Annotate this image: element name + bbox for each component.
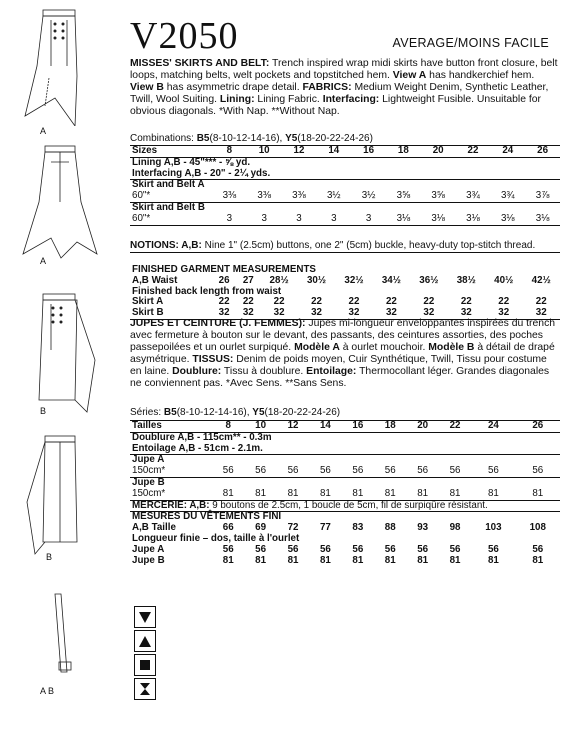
size-value: 26 — [218, 274, 230, 286]
size-value: 83 — [352, 522, 364, 534]
model-b-label: Modèle B — [428, 342, 475, 353]
skirt-b-heading-row — [130, 202, 560, 213]
size-value: 3⅛ — [456, 214, 491, 225]
description-text: Jupes mi-longueur enveloppantes inspirées du trench avec fermeture à bouton sur le devant, des passants, des ceintures assorties, des poches passepoilées et un ourlet surpiqué. — [130, 318, 556, 353]
waist-label: A,B Taille — [132, 522, 176, 534]
size-value: 20 — [421, 146, 456, 158]
length-title: Finished back length from waist — [132, 285, 282, 297]
triangle-up-icon — [134, 630, 156, 652]
size-value: 3⅜ — [212, 191, 247, 202]
combination-code: B5 — [196, 133, 210, 144]
lining-label: Lining: — [219, 94, 255, 105]
lining-text: Lining A,B - 45"*** - ⅝ yd. — [132, 156, 251, 168]
skirt-b-back-icon — [15, 432, 105, 557]
finished-measurements-english — [130, 265, 560, 320]
finished-title: MESURES DU VÊTEMENTS FINI — [132, 511, 282, 523]
size-value: 81 — [277, 489, 309, 500]
fabrics-label: TISSUS: — [192, 354, 234, 365]
interfacing-row — [130, 444, 560, 455]
size-value: 3½ — [351, 191, 386, 202]
size-value: 3⅞ — [525, 191, 560, 202]
size-value: 81 — [417, 554, 429, 566]
interfacing-label: Entoilage: — [306, 366, 357, 377]
skirt-a-front-icon — [15, 6, 105, 126]
size-value: 56 — [406, 466, 438, 477]
sizes-label: Tailles — [130, 421, 212, 433]
size-value: 3⅜ — [282, 191, 317, 202]
size-value: 81 — [352, 554, 364, 566]
description-text: has asymmetric drape detail. — [163, 82, 303, 93]
description-text: Lightweight Fusible. Unsuitable for obvious diagonals. *With Nap. **Without Nap. — [130, 94, 541, 117]
view-a-label: View A — [392, 70, 427, 81]
figure-label: A — [40, 126, 47, 136]
size-value: 81 — [471, 489, 515, 500]
size-value: 3½ — [316, 191, 351, 202]
description-french — [130, 318, 560, 390]
size-value: 22 — [423, 296, 435, 308]
size-value: 22 — [535, 296, 547, 308]
skirt-b-front-icon — [15, 290, 105, 415]
size-value: 22 — [242, 296, 254, 308]
description-text: Medium Weight Denim, Synthetic Leather, Twill, Wool Suiting. — [130, 82, 549, 105]
size-value: 81 — [309, 489, 341, 500]
skirt-a-length-row — [130, 297, 560, 308]
size-value: 22 — [456, 146, 491, 158]
size-value: 22 — [439, 421, 471, 433]
technical-drawings — [0, 0, 120, 737]
size-value: 30½ — [306, 274, 327, 286]
size-value: 18 — [386, 146, 421, 158]
waist-label: A,B Waist — [132, 274, 178, 286]
view-a-front-drawing — [0, 6, 120, 138]
notions-english — [130, 240, 560, 253]
combination-code: Y5 — [285, 133, 298, 144]
size-value: 56 — [319, 543, 331, 555]
description-text: à détail de drapé asymétrique. — [130, 342, 555, 365]
size-value: 81 — [319, 554, 331, 566]
size-value: 32 — [236, 308, 260, 319]
combination-sizes: (8-10-12-14-16), — [176, 407, 253, 418]
description-title: JUPES ET CEINTURE (J. FEMMES): — [130, 318, 306, 329]
size-value: 8 — [212, 146, 247, 158]
size-value: 98 — [449, 522, 461, 534]
figure-label: A — [40, 256, 47, 266]
size-value: 38½ — [456, 274, 476, 286]
size-value: 3⅛ — [490, 214, 525, 225]
size-value: 27 — [242, 274, 254, 286]
skirt-b-label: Skirt and Belt B — [132, 201, 205, 213]
size-value: 26 — [516, 421, 560, 433]
size-value: 32 — [335, 308, 372, 319]
size-value: 32 — [373, 308, 410, 319]
belt-icon — [15, 592, 105, 684]
lining-row — [130, 157, 560, 168]
skirt-b-length-label: Jupe B — [132, 554, 165, 566]
size-value: 56 — [309, 466, 341, 477]
size-value: 24 — [471, 421, 515, 433]
size-value: 81 — [255, 554, 267, 566]
figure-label: B — [46, 552, 53, 562]
triangle-down-icon — [134, 606, 156, 628]
size-value: 3 — [351, 214, 386, 225]
combinations-english — [130, 133, 373, 144]
combination-sizes: (18-20-22-24-26) — [297, 133, 373, 144]
skirt-a-back-icon — [15, 142, 105, 262]
description-text: à ourlet mouchoir. — [339, 342, 429, 353]
description-text: has handkerchief hem. — [426, 70, 535, 81]
skirt-b-label: Jupe B — [132, 476, 165, 488]
size-value: 36½ — [419, 274, 439, 286]
skirt-b-length-label: Skirt B — [130, 308, 212, 319]
size-value: 12 — [282, 146, 317, 158]
size-value: 14 — [309, 421, 341, 433]
size-value: 56 — [277, 466, 309, 477]
size-value: 12 — [277, 421, 309, 433]
size-value: 3⅛ — [386, 214, 421, 225]
model-a-label: Modèle A — [294, 342, 340, 353]
size-value: 22 — [348, 296, 360, 308]
size-value: 77 — [319, 522, 331, 534]
size-value: 32 — [485, 308, 522, 319]
sizes-label: Sizes — [130, 146, 212, 158]
size-value: 81 — [449, 554, 461, 566]
size-value: 22 — [311, 296, 322, 308]
lining-label: Doublure: — [172, 366, 222, 377]
size-value: 3 — [212, 214, 247, 225]
size-value: 10 — [244, 421, 276, 433]
view-b-back-drawing — [0, 432, 120, 562]
size-value: 16 — [342, 421, 374, 433]
skirt-a-length-label: Skirt A — [132, 296, 164, 308]
pattern-number: V2050 — [130, 15, 239, 57]
size-value: 32 — [260, 308, 297, 319]
size-value: 22 — [218, 296, 230, 308]
size-value: 81 — [487, 554, 499, 566]
size-value: 3⅝ — [421, 191, 456, 202]
size-value: 22 — [460, 296, 472, 308]
lining-row — [130, 432, 560, 443]
size-value: 56 — [352, 543, 364, 555]
size-value: 3 — [282, 214, 317, 225]
size-value: 32 — [522, 308, 560, 319]
size-value: 56 — [516, 466, 560, 477]
combinations-label: Séries: — [130, 407, 164, 418]
square-icon — [134, 654, 156, 676]
size-value: 56 — [212, 466, 244, 477]
size-value: 3¾ — [490, 191, 525, 202]
size-value: 22 — [273, 296, 285, 308]
size-value: 81 — [406, 489, 438, 500]
size-value: 56 — [471, 466, 515, 477]
size-value: 20 — [406, 421, 438, 433]
size-value: 34½ — [381, 274, 401, 286]
yardage-table-french — [130, 420, 560, 566]
skirt-a-label: Jupe A — [132, 454, 165, 466]
size-value: 56 — [439, 466, 471, 477]
size-value: 8 — [212, 421, 244, 433]
interfacing-row — [130, 169, 560, 180]
size-value: 81 — [212, 489, 244, 500]
size-value: 3⅜ — [247, 191, 282, 202]
description-text: Lining Fabric. — [254, 94, 323, 105]
view-b-front-drawing — [0, 290, 120, 420]
figure-label: B — [40, 406, 47, 416]
combinations-label: Combinations: — [130, 133, 197, 144]
size-value: 18 — [374, 421, 406, 433]
size-value: 56 — [287, 543, 299, 555]
interfacing-text: Entoilage A,B - 51cm - 2.1m. — [130, 444, 560, 455]
size-value: 32½ — [344, 274, 364, 286]
size-value: 56 — [342, 466, 374, 477]
notions-label: MERCERIE: A,B: — [132, 499, 210, 511]
fabric-width: 60"* — [130, 214, 212, 225]
size-value: 88 — [384, 522, 396, 534]
size-value: 56 — [532, 543, 544, 555]
size-value: 32 — [448, 308, 485, 319]
waist-row — [130, 276, 560, 287]
size-value: 56 — [417, 543, 429, 555]
description-text: Trench inspired wrap midi skirts have button front closure, belt loops, matching belts, welt pockets and topstitched hem. — [130, 58, 558, 81]
size-value: 32 — [298, 308, 335, 319]
notions-text: 9 boutons de 2.5cm, 1 boucle de 5cm, fil de surpiqûre résistant. — [209, 499, 488, 511]
fabric-width: 150cm* — [130, 489, 212, 500]
fabrics-label: FABRICS: — [302, 82, 352, 93]
length-title: Longueur finie – dos, taille à l'ourlet — [132, 532, 300, 544]
description-text: Denim de poids moyen, Cuir Synthétique, Twill, Tissu pour costume en laine. — [130, 354, 547, 377]
size-value: 22 — [498, 296, 510, 308]
size-value: 3⅛ — [525, 214, 560, 225]
combination-code: B5 — [163, 407, 177, 418]
size-value: 16 — [351, 146, 386, 158]
size-value: 81 — [342, 489, 374, 500]
yardage-table-english — [130, 145, 560, 226]
lining-text: Doublure A,B - 115cm** - 0.3m — [132, 431, 272, 443]
skirt-b-row — [130, 214, 560, 225]
size-value: 24 — [490, 146, 525, 158]
figure-label: A B — [40, 686, 55, 696]
skirt-a-row — [130, 466, 560, 477]
skirt-a-row — [130, 191, 560, 202]
finished-title: FINISHED GARMENT MEASUREMENTS — [132, 264, 316, 275]
size-value: 56 — [487, 543, 499, 555]
notions-label: NOTIONS: A,B: — [130, 240, 202, 251]
size-value: 81 — [384, 554, 396, 566]
skirt-a-length-label: Jupe A — [132, 543, 165, 555]
size-value: 56 — [384, 543, 396, 555]
interfacing-text: Interfacing A,B - 20" - 2¼ yds. — [130, 169, 560, 180]
size-value: 56 — [255, 543, 267, 555]
sizes-row — [130, 146, 560, 158]
fabric-width: 60"* — [130, 191, 212, 202]
skirt-b-length-row — [130, 556, 560, 567]
size-value: 3¾ — [456, 191, 491, 202]
size-value: 40½ — [494, 274, 514, 286]
size-value: 3⅛ — [421, 214, 456, 225]
size-value: 72 — [287, 522, 299, 534]
fabric-width: 150cm* — [130, 466, 212, 477]
skirt-a-length-row — [130, 545, 560, 556]
skirt-b-row — [130, 489, 560, 500]
view-a-back-drawing — [0, 142, 120, 272]
size-value: 32 — [212, 308, 236, 319]
combination-code: Y5 — [252, 407, 265, 418]
size-value: 81 — [516, 489, 560, 500]
size-value: 56 — [244, 466, 276, 477]
belt-drawing — [0, 592, 120, 687]
glyph-key — [134, 606, 156, 702]
size-value: 103 — [485, 522, 502, 534]
combinations-french — [130, 407, 340, 418]
size-value: 66 — [222, 522, 234, 534]
sizes-row — [130, 421, 560, 433]
size-value: 56 — [374, 466, 406, 477]
size-value: 81 — [532, 554, 544, 566]
size-value: 81 — [439, 489, 471, 500]
combination-sizes: (18-20-22-24-26) — [264, 407, 341, 418]
description-title: MISSES' SKIRTS AND BELT: — [130, 58, 270, 69]
notions-text: Nine 1" (2.5cm) buttons, one 2" (5cm) buckle, heavy-duty top-stitch thread. — [201, 240, 536, 251]
combination-sizes: (8-10-12-14-16), — [209, 133, 286, 144]
description-text: Thermocollant léger. Grandes diagonales ne conviennent pas. *Avec Sens. **Sans Sens. — [130, 366, 550, 389]
size-value: 32 — [410, 308, 447, 319]
size-value: 69 — [255, 522, 267, 534]
size-value: 3⅝ — [386, 191, 421, 202]
size-value: 81 — [287, 554, 299, 566]
size-value: 28½ — [269, 274, 289, 286]
size-value: 22 — [385, 296, 397, 308]
size-value: 3 — [316, 214, 351, 225]
description-text: Tissu à doublure. — [221, 366, 307, 377]
hourglass-icon — [134, 678, 156, 700]
size-value: 14 — [316, 146, 351, 158]
skirt-a-label: Skirt and Belt A — [132, 179, 205, 191]
size-value: 26 — [525, 146, 560, 158]
view-b-label: View B — [130, 82, 164, 93]
size-value: 3 — [247, 214, 282, 225]
size-value: 56 — [449, 543, 461, 555]
size-value: 81 — [222, 554, 234, 566]
size-value: 42½ — [531, 274, 551, 286]
size-value: 56 — [222, 543, 234, 555]
description-english — [130, 58, 560, 118]
size-value: 108 — [529, 522, 546, 534]
interfacing-label: Interfacing: — [322, 94, 380, 105]
size-value: 93 — [417, 522, 429, 534]
size-value: 81 — [374, 489, 406, 500]
size-value: 10 — [247, 146, 282, 158]
difficulty-label: AVERAGE/MOINS FACILE — [392, 36, 549, 50]
skirt-a-heading-row — [130, 180, 560, 191]
size-value: 81 — [244, 489, 276, 500]
length-title-row — [130, 287, 560, 298]
